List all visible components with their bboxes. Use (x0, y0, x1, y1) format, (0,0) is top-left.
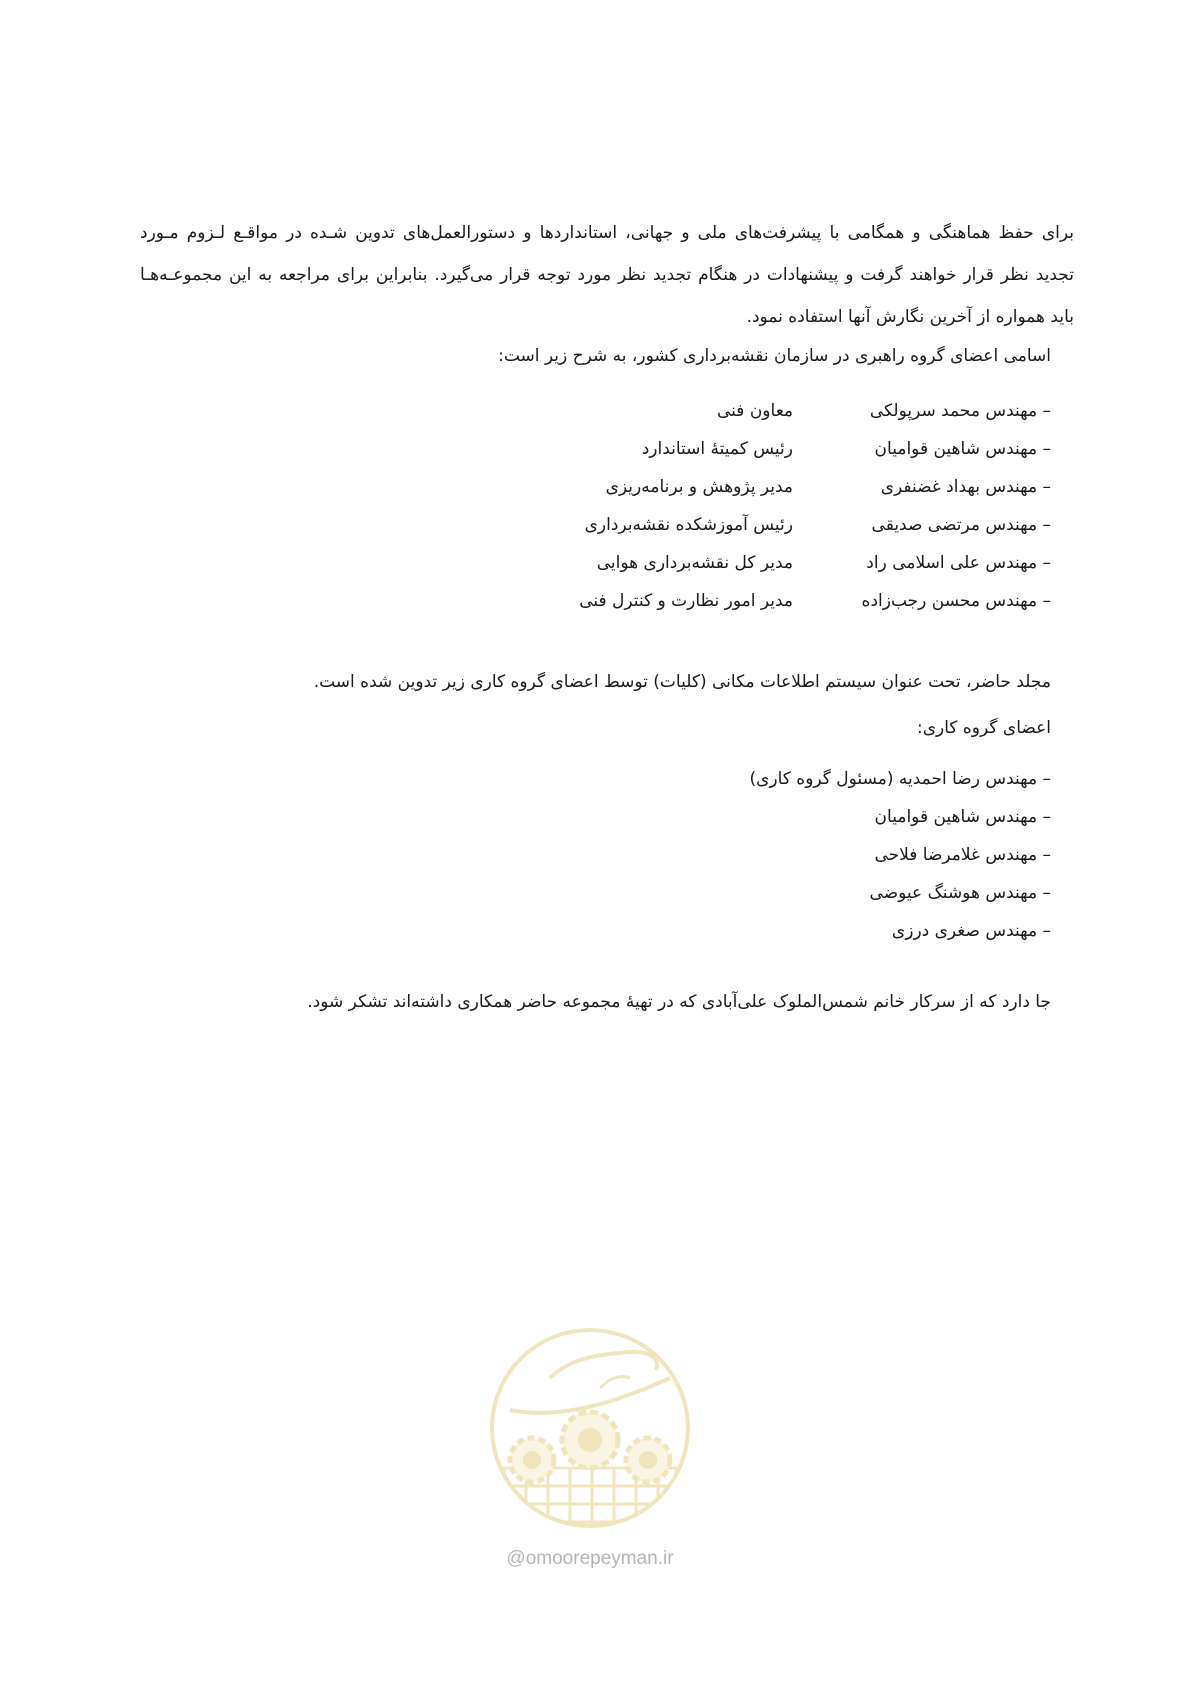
member-name: – مهندس محسن رجب‌زاده (861, 591, 1051, 611)
member-role: مدیر امور نظارت و کنترل فنی (579, 591, 793, 611)
watermark-url: @omoorepeyman.ir (506, 1548, 674, 1569)
member-name: – مهندس علی اسلامی راد (866, 553, 1051, 573)
steering-member-row (579, 392, 1051, 430)
member-name: – مهندس مرتضی صدیقی (871, 515, 1051, 535)
working-group-list (749, 760, 1051, 950)
member-role: رئیس آموزشکده نقشه‌برداری (584, 515, 793, 535)
steering-member-row (579, 430, 1051, 468)
working-group-member: – مهندس رضا احمدیه (مسئول گروه کاری) (749, 769, 1051, 789)
working-group-heading: اعضای گروه کاری: (916, 718, 1051, 738)
member-role: معاون فنی (716, 401, 793, 421)
intro-line: باید همواره از آخرین نگارش آنها استفاده نمود. (746, 307, 1074, 327)
member-name: – مهندس شاهین قوامیان (874, 439, 1051, 459)
steering-group-heading: اسامی اعضای گروه راهبری در سازمان نقشه‌برداری کشور، به شرح زیر است: (498, 346, 1051, 366)
member-role: مدیر کل نقشه‌برداری هوایی (596, 553, 793, 573)
watermark-logo-icon (480, 1318, 700, 1554)
steering-member-row (579, 582, 1051, 620)
working-group-member: – مهندس شاهین قوامیان (874, 807, 1051, 827)
member-name: – مهندس محمد سرپولکی (869, 401, 1051, 421)
intro-line: تجدید نظر قرار خواهند گرفت و پیشنهادات در هنگام تجدید نظر مورد توجه قرار می‌گیرد. بنابراین برای مراجعه به این مجموعـه‌هـا (140, 265, 1074, 285)
volume-intro: مجلد حاضر، تحت عنوان سیستم اطلاعات مکانی (کلیات) توسط اعضای گروه کاری زیر تدوین شده است. (313, 672, 1051, 692)
working-group-member: – مهندس هوشنگ عیوضی (869, 883, 1051, 903)
working-group-member: – مهندس صغری درزی (891, 921, 1051, 941)
working-group-member: – مهندس غلامرضا فلاحی (874, 845, 1051, 865)
member-role: رئیس کمیتهٔ استاندارد (641, 439, 793, 459)
intro-paragraph (140, 212, 1074, 338)
steering-group-list (579, 392, 1051, 620)
steering-member-row (579, 468, 1051, 506)
member-role: مدیر پژوهش و برنامه‌ریزی (605, 477, 793, 497)
steering-member-row (579, 506, 1051, 544)
steering-member-row (579, 544, 1051, 582)
acknowledgement: جا دارد که از سرکار خانم شمس‌الملوک علی‌آبادی که در تهیهٔ مجموعه حاضر همکاری داشته‌اند تشکر شود. (307, 992, 1051, 1012)
member-name: – مهندس بهداد غضنفری (880, 477, 1051, 497)
intro-line: برای حفظ هماهنگی و همگامی با پیشرفت‌های ملی و جهانی، استانداردها و دستورالعمل‌های تدوین شـده در مواقـع لـزوم مـورد (140, 223, 1074, 243)
